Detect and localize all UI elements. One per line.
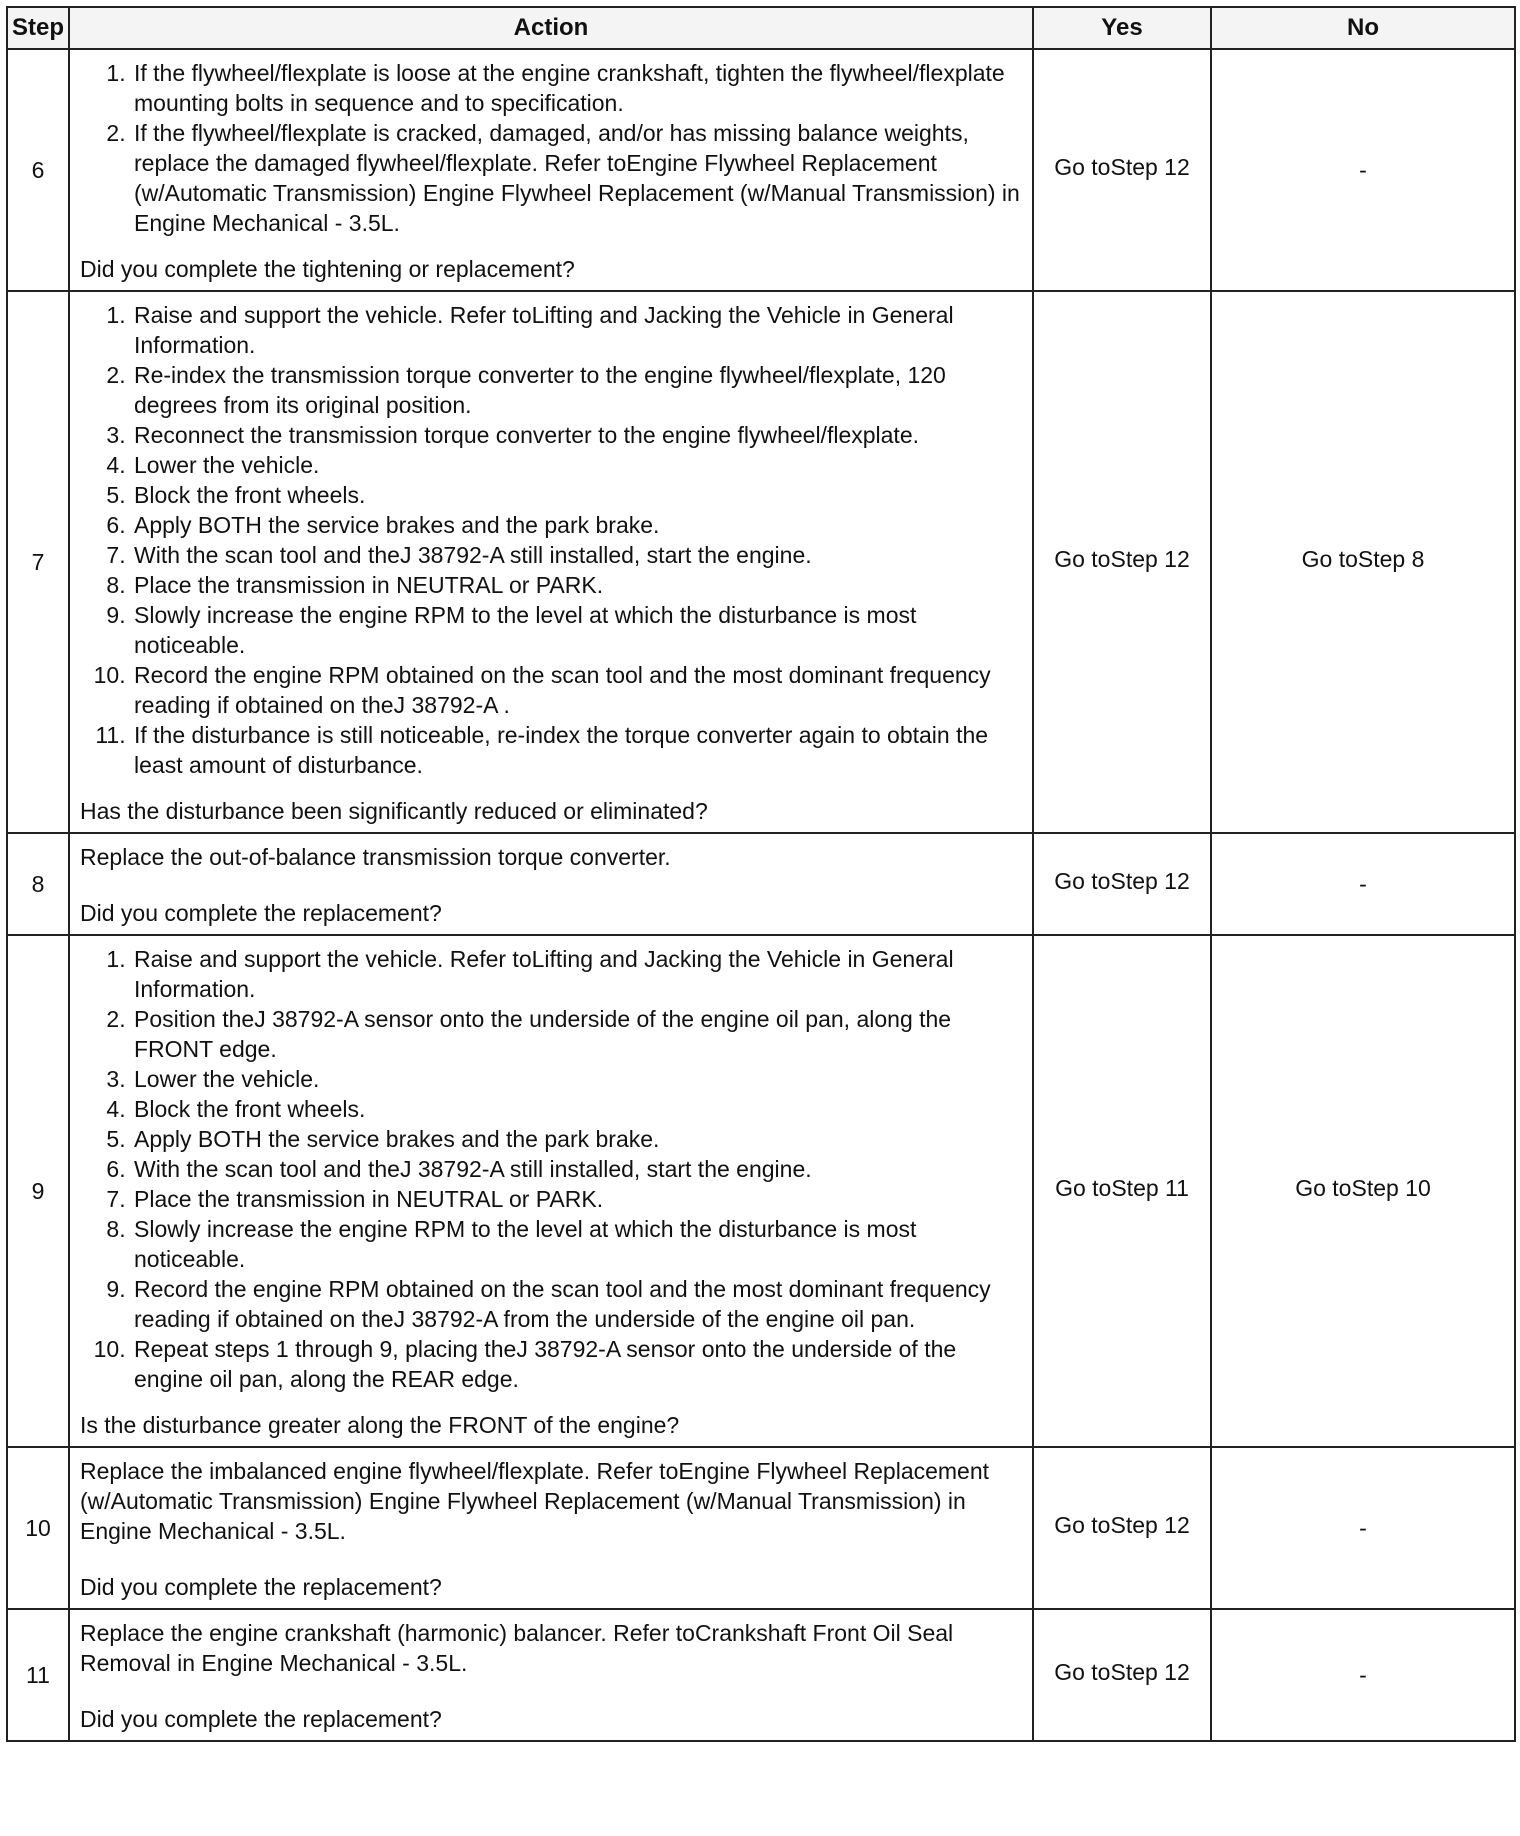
no-result: - xyxy=(1211,49,1515,291)
yes-result: Go toStep 12 xyxy=(1033,49,1211,291)
header-no: No xyxy=(1211,7,1515,49)
action-question: Has the disturbance been significantly reduced or eliminated? xyxy=(80,798,708,824)
action-instruction: Replace the engine crankshaft (harmonic) balancer. Refer toCrankshaft Front Oil Seal Removal in Engine Mechanical - 3.5L. xyxy=(80,1620,954,1676)
list-item: 1. Raise and support the vehicle. Refer toLifting and Jacking the Vehicle in General Information. xyxy=(132,944,1022,1004)
list-item: 2. If the flywheel/flexplate is cracked, damaged, and/or has missing balance weights, replace the damaged flywheel/flexplate. Refer toEngine Flywheel Replacement (w/Automatic Transmission) Engine Flywheel Replacement (w/Manual Transmission) in Engine Mechanical - 3.5L. xyxy=(132,118,1022,238)
no-result: Go toStep 10 xyxy=(1211,935,1515,1447)
no-result: Go toStep 8 xyxy=(1211,291,1515,833)
header-action: Action xyxy=(69,7,1033,49)
list-item: 10. Repeat steps 1 through 9, placing theJ 38792-A sensor onto the underside of the engine oil pan, along the REAR edge. xyxy=(132,1334,1022,1394)
list-item: 7. Place the transmission in NEUTRAL or PARK. xyxy=(132,1184,1022,1214)
action-instruction: Replace the out-of-balance transmission torque converter. xyxy=(80,844,671,870)
step-number: 6 xyxy=(7,49,69,291)
action-cell xyxy=(69,1447,1033,1609)
table-row xyxy=(7,1609,1515,1741)
action-cell xyxy=(69,1609,1033,1741)
table-row xyxy=(7,935,1515,1447)
action-cell xyxy=(69,935,1033,1447)
list-item: 6. Apply BOTH the service brakes and the park brake. xyxy=(132,510,1022,540)
header-yes: Yes xyxy=(1033,7,1211,49)
list-item: 9. Slowly increase the engine RPM to the level at which the disturbance is most noticeable. xyxy=(132,600,1022,660)
header-step: Step xyxy=(7,7,69,49)
yes-result: Go toStep 12 xyxy=(1033,833,1211,935)
action-question: Did you complete the tightening or replacement? xyxy=(80,256,575,282)
action-question: Did you complete the replacement? xyxy=(80,900,442,926)
yes-result: Go toStep 11 xyxy=(1033,935,1211,1447)
header-row xyxy=(7,7,1515,49)
no-result: - xyxy=(1211,1609,1515,1741)
list-item: 3. Reconnect the transmission torque converter to the engine flywheel/flexplate. xyxy=(132,420,1022,450)
list-item: 1. If the flywheel/flexplate is loose at the engine crankshaft, tighten the flywheel/flexplate mounting bolts in sequence and to specification. xyxy=(132,58,1022,118)
step-number: 7 xyxy=(7,291,69,833)
no-result: - xyxy=(1211,833,1515,935)
table-row xyxy=(7,49,1515,291)
list-item: 5. Apply BOTH the service brakes and the park brake. xyxy=(132,1124,1022,1154)
table-row xyxy=(7,291,1515,833)
action-question: Did you complete the replacement? xyxy=(80,1706,442,1732)
table-row xyxy=(7,833,1515,935)
action-question: Did you complete the replacement? xyxy=(80,1574,442,1600)
action-cell xyxy=(69,833,1033,935)
action-steps-list xyxy=(80,58,1022,238)
step-number: 8 xyxy=(7,833,69,935)
yes-result: Go toStep 12 xyxy=(1033,291,1211,833)
yes-result: Go toStep 12 xyxy=(1033,1447,1211,1609)
list-item: 8. Slowly increase the engine RPM to the level at which the disturbance is most noticeable. xyxy=(132,1214,1022,1274)
step-number: 10 xyxy=(7,1447,69,1609)
list-item: 4. Lower the vehicle. xyxy=(132,450,1022,480)
list-item: 11. If the disturbance is still noticeable, re-index the torque converter again to obtain the least amount of disturbance. xyxy=(132,720,1022,780)
action-question: Is the disturbance greater along the FRONT of the engine? xyxy=(80,1412,680,1438)
action-cell xyxy=(69,291,1033,833)
step-number: 9 xyxy=(7,935,69,1447)
list-item: 1. Raise and support the vehicle. Refer toLifting and Jacking the Vehicle in General Information. xyxy=(132,300,1022,360)
action-cell xyxy=(69,49,1033,291)
yes-result: Go toStep 12 xyxy=(1033,1609,1211,1741)
list-item: 6. With the scan tool and theJ 38792-A still installed, start the engine. xyxy=(132,1154,1022,1184)
list-item: 10. Record the engine RPM obtained on the scan tool and the most dominant frequency reading if obtained on theJ 38792-A . xyxy=(132,660,1022,720)
list-item: 4. Block the front wheels. xyxy=(132,1094,1022,1124)
list-item: 3. Lower the vehicle. xyxy=(132,1064,1022,1094)
list-item: 7. With the scan tool and theJ 38792-A still installed, start the engine. xyxy=(132,540,1022,570)
no-result: - xyxy=(1211,1447,1515,1609)
action-steps-list xyxy=(80,944,1022,1394)
table-row xyxy=(7,1447,1515,1609)
list-item: 2. Re-index the transmission torque converter to the engine flywheel/flexplate, 120 degrees from its original position. xyxy=(132,360,1022,420)
diagnostic-table xyxy=(6,6,1516,1742)
list-item: 9. Record the engine RPM obtained on the scan tool and the most dominant frequency reading if obtained on theJ 38792-A from the underside of the engine oil pan. xyxy=(132,1274,1022,1334)
list-item: 2. Position theJ 38792-A sensor onto the underside of the engine oil pan, along the FRONT edge. xyxy=(132,1004,1022,1064)
action-steps-list xyxy=(80,300,1022,780)
step-number: 11 xyxy=(7,1609,69,1741)
action-instruction: Replace the imbalanced engine flywheel/flexplate. Refer toEngine Flywheel Replacement (w/Automatic Transmission) Engine Flywheel Replacement (w/Manual Transmission) in Engine Mechanical - 3.5L. xyxy=(80,1458,990,1544)
list-item: 8. Place the transmission in NEUTRAL or PARK. xyxy=(132,570,1022,600)
list-item: 5. Block the front wheels. xyxy=(132,480,1022,510)
